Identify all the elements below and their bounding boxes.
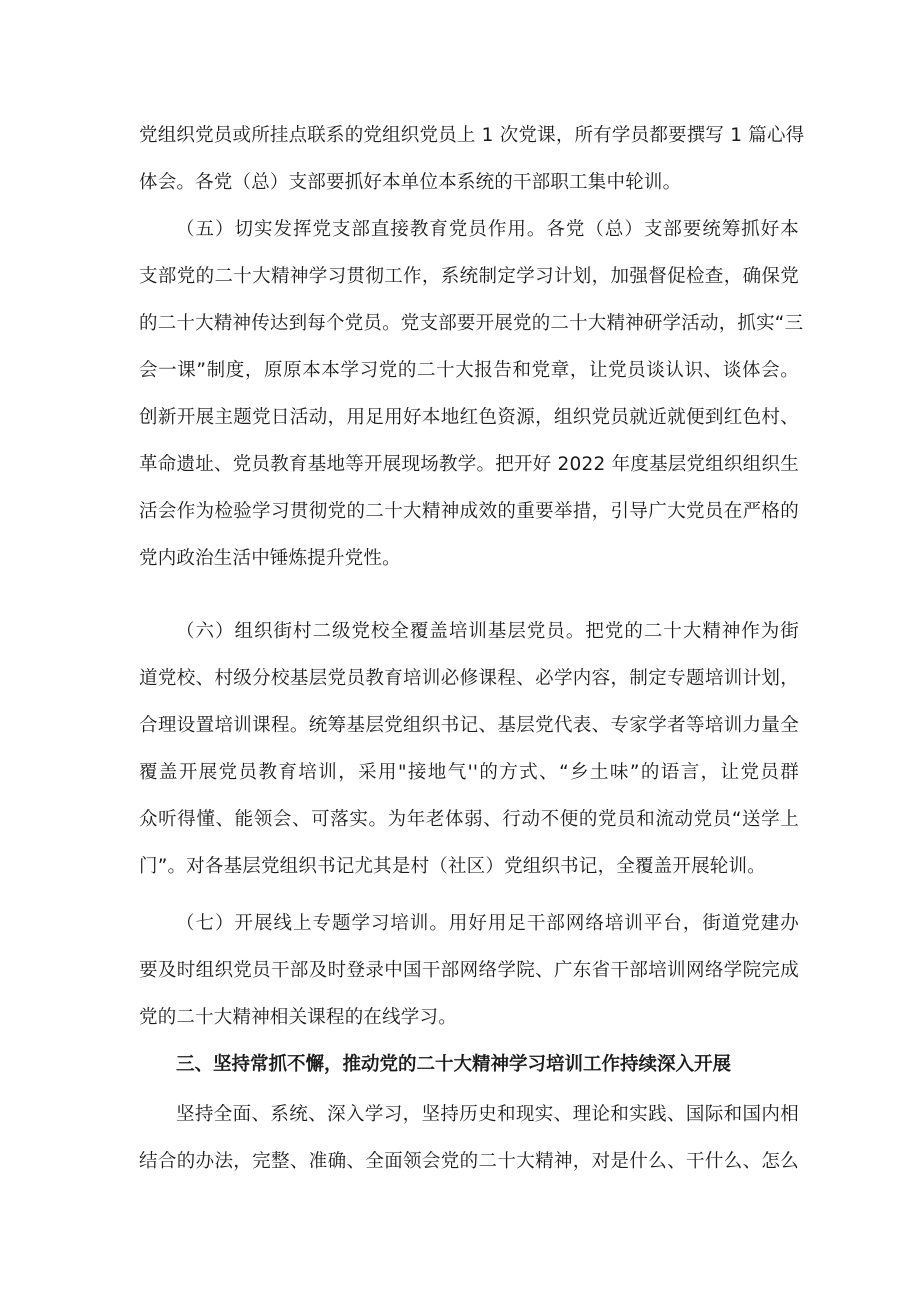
paragraph-section-7: [139, 900, 799, 1041]
text-line: 合理设置培训课程。统筹基层党组织书记、基层党代表、专家学者等培训力量全: [139, 715, 799, 736]
text-line: 体会。各党（总）支部要抓好本单位本系统的干部职工集中轮训。: [139, 172, 682, 193]
text-line: 坚持全面、系统、深入学习，坚持历史和现实、理论和实践、国际和国内相: [176, 1104, 799, 1125]
text-line: 的二十大精神传达到每个党员。党支部要开展党的二十大精神研学活动，抓实“三: [139, 313, 804, 334]
paragraph-section-3-body: [139, 1091, 799, 1185]
text-line: （六）组织街村二级党校全覆盖培训基层党员。把党的二十大精神作为街: [176, 621, 799, 642]
text-line: 党内政治生活中锤炼提升党性。: [139, 548, 401, 569]
text-line: 支部党的二十大精神学习贯彻工作，系统制定学习计划，加强督促检查，确保党: [139, 266, 799, 287]
text-line: 活会作为检验学习贯彻党的二十大精神成效的重要举措，引导广大党员在严格的: [139, 501, 799, 522]
paragraph-continuation: [139, 112, 805, 206]
text-line: （五）切实发挥党支部直接教育党员作用。各党（总）支部要统筹抓好本: [176, 219, 799, 240]
text-line: （七）开展线上专题学习培训。用好用足干部网络培训平台，街道党建办: [176, 913, 799, 934]
text-line: 要及时组织党员干部及时登录中国干部网络学院、广东省干部培训网络学院完成: [139, 960, 799, 981]
text-line: 众听得懂、能领会、可落实。为年老体弱、行动不便的党员和流动党员“送学上: [139, 809, 799, 830]
paragraph-section-6: [139, 608, 799, 890]
text-line: 覆盖开展党员教育培训，采用"接地气''的方式、“乡土味”的语言，让党员群: [139, 762, 799, 783]
text-line: 道党校、村级分校基层党员教育培训必修课程、必学内容，制定专题培训计划，: [139, 668, 799, 689]
text-line: 门”。对各基层党组织书记尤其是村（社区）党组织书记，全覆盖开展轮训。: [139, 856, 766, 877]
text-line: 结合的办法，完整、准确、全面领会党的二十大精神，对是什么、干什么、怎么: [139, 1151, 799, 1172]
section-heading: 三、坚持常抓不懈，推动党的二十大精神学习培训工作持续深入开展: [176, 1053, 732, 1074]
text-line: 革命遗址、党员教育基地等开展现场教学。把开好 2022 年度基层党组织组织生: [139, 454, 799, 475]
text-line: 创新开展主题党日活动，用足用好本地红色资源，组织党员就近就便到红色村、: [139, 407, 799, 428]
text-line: 党的二十大精神相关课程的在线学习。: [139, 1007, 457, 1028]
paragraph-section-5: [139, 206, 804, 582]
text-line: 党组织党员或所挂点联系的党组织党员上 1 次党课，所有学员都要撰写 1 篇心得: [139, 125, 805, 146]
text-line: 会一课”制度，原原本本学习党的二十大报告和党章，让党员谈认识、谈体会。: [139, 360, 799, 381]
